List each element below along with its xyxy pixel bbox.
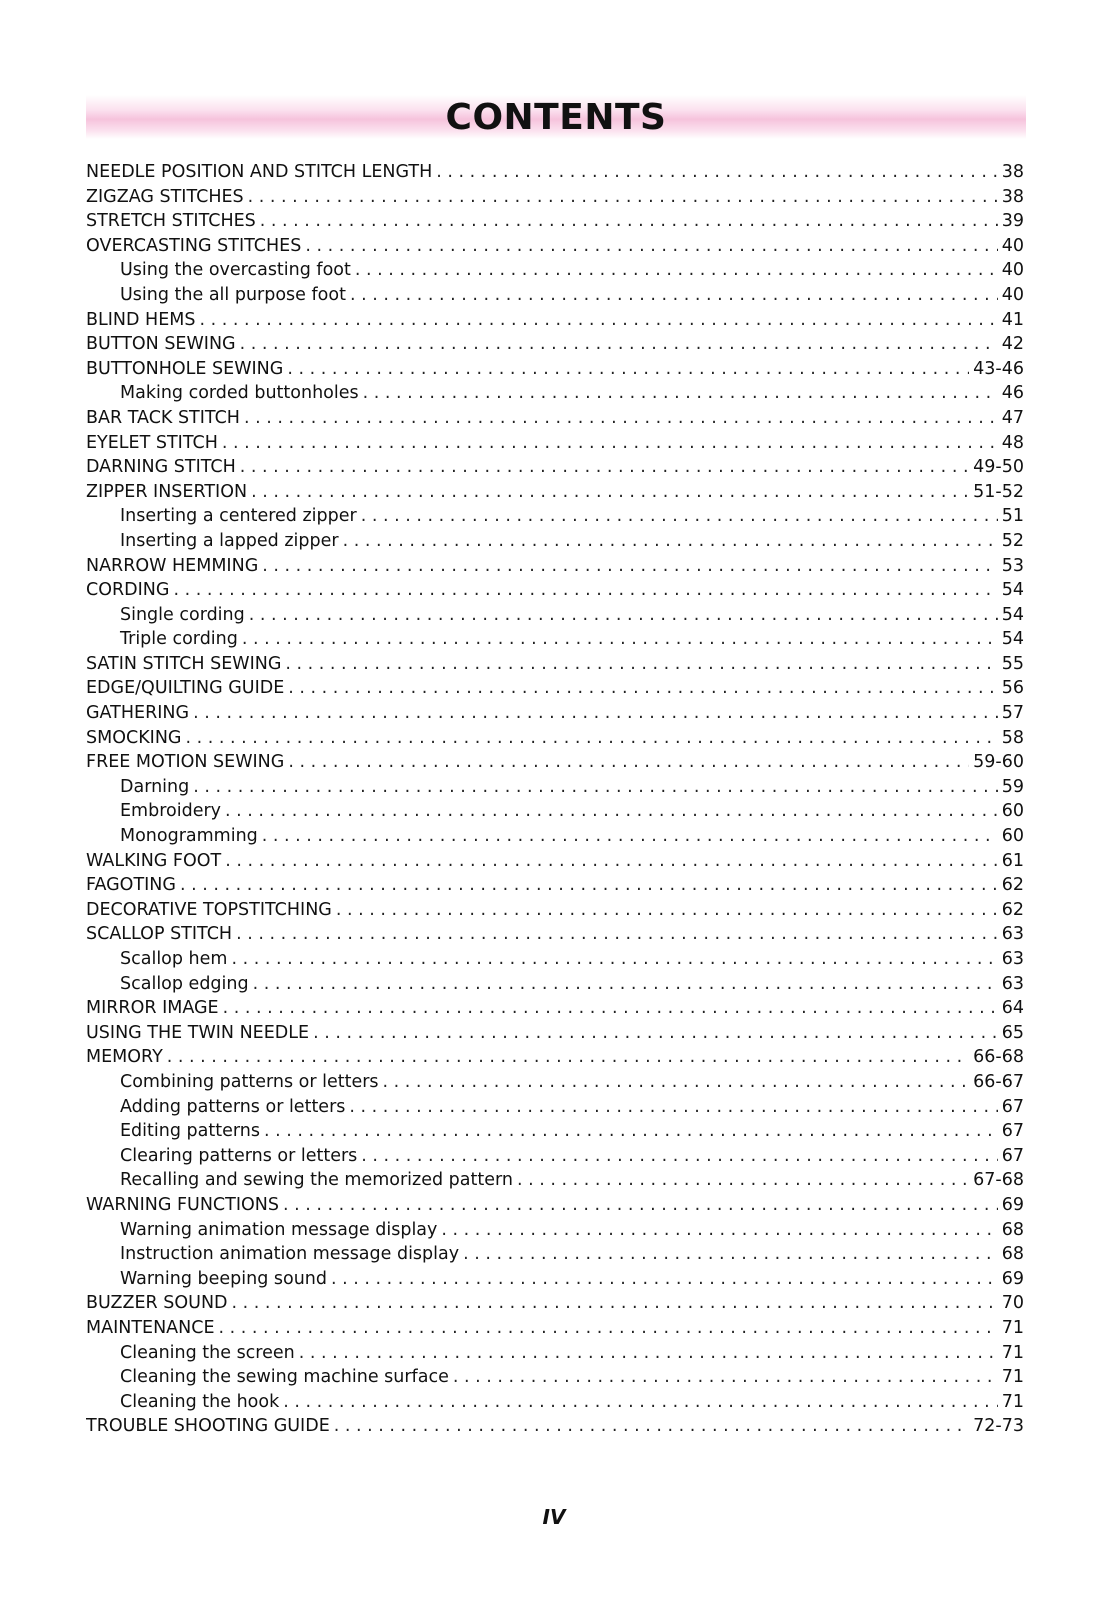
toc-entry-title: NARROW HEMMING xyxy=(86,555,259,576)
toc-page-number: 62 xyxy=(1001,899,1024,920)
toc-page-number: 71 xyxy=(1001,1391,1024,1412)
toc-entry-title: BUTTONHOLE SEWING xyxy=(86,358,284,379)
dot-leader xyxy=(199,308,997,333)
toc-page-number: 60 xyxy=(1001,801,1024,822)
toc-entry-title: Cleaning the hook xyxy=(120,1391,280,1412)
toc-entry xyxy=(86,726,1024,751)
toc-subentry xyxy=(86,1119,1024,1144)
toc-page-number: 61 xyxy=(1001,850,1024,871)
toc-page-number: 59-60 xyxy=(973,752,1024,773)
toc-page-number: 52 xyxy=(1001,530,1024,551)
toc-entry xyxy=(86,357,1024,382)
toc-subentry xyxy=(86,529,1024,554)
toc-page-number: 54 xyxy=(1001,629,1024,650)
toc-subentry xyxy=(86,775,1024,800)
dot-leader xyxy=(253,972,998,997)
toc-subentry xyxy=(86,381,1024,406)
toc-entry xyxy=(86,431,1024,456)
toc-page-number: 41 xyxy=(1001,309,1024,330)
toc-entry-title: BUTTON SEWING xyxy=(86,334,236,355)
toc-entry-title: Inserting a lapped zipper xyxy=(120,530,339,551)
toc-subentry xyxy=(86,1390,1024,1415)
toc-page-number: 68 xyxy=(1001,1219,1024,1240)
toc-subentry xyxy=(86,627,1024,652)
toc-page-number: 40 xyxy=(1001,235,1024,256)
toc-page-number: 67-68 xyxy=(973,1170,1024,1191)
toc-entry-title: MIRROR IMAGE xyxy=(86,998,219,1019)
dot-leader xyxy=(288,750,969,775)
toc-entry-title: CORDING xyxy=(86,580,170,601)
toc-entry-title: Scallop edging xyxy=(120,973,249,994)
toc-entry-title: Cleaning the screen xyxy=(120,1342,295,1363)
toc-subentry xyxy=(86,947,1024,972)
toc-entry-title: MAINTENANCE xyxy=(86,1317,215,1338)
dot-leader xyxy=(334,1414,969,1439)
dot-leader xyxy=(223,996,998,1021)
dot-leader xyxy=(193,775,997,800)
toc-subentry xyxy=(86,283,1024,308)
toc-entry-title: USING THE TWIN NEEDLE xyxy=(86,1022,310,1043)
toc-subentry xyxy=(86,504,1024,529)
toc-entry-title: Warning animation message display xyxy=(120,1219,438,1240)
toc-entry-title: Instruction animation message display xyxy=(120,1244,460,1265)
toc-subentry xyxy=(86,1070,1024,1095)
dot-leader xyxy=(249,603,998,628)
toc-page-number: 60 xyxy=(1001,826,1024,847)
dot-leader xyxy=(299,1341,998,1366)
contents-header-band xyxy=(86,95,1026,139)
page-title: CONTENTS xyxy=(445,96,667,138)
dot-leader xyxy=(240,455,969,480)
toc-subentry xyxy=(86,1365,1024,1390)
toc-subentry xyxy=(86,1267,1024,1292)
toc-entry-title: Clearing patterns or letters xyxy=(120,1145,358,1166)
toc-page-number: 40 xyxy=(1001,260,1024,281)
toc-subentry xyxy=(86,1144,1024,1169)
dot-leader xyxy=(264,1119,998,1144)
toc-page-number: 38 xyxy=(1001,186,1024,207)
toc-entry-title: MEMORY xyxy=(86,1047,163,1068)
toc-entry-title: WALKING FOOT xyxy=(86,850,222,871)
toc-entry xyxy=(86,455,1024,480)
toc-page-number: 63 xyxy=(1001,924,1024,945)
toc-entry xyxy=(86,922,1024,947)
toc-entry xyxy=(86,898,1024,923)
toc-page-number: 72-73 xyxy=(973,1416,1024,1437)
dot-leader xyxy=(180,873,998,898)
toc-page-number: 40 xyxy=(1001,284,1024,305)
toc-entry xyxy=(86,308,1024,333)
dot-leader xyxy=(260,209,998,234)
toc-page-number: 66-67 xyxy=(973,1071,1024,1092)
toc-page-number: 70 xyxy=(1001,1293,1024,1314)
toc-entry-title: Monogramming xyxy=(120,826,258,847)
dot-leader xyxy=(350,283,998,308)
dot-leader xyxy=(231,947,997,972)
toc-entry-title: OVERCASTING STITCHES xyxy=(86,235,302,256)
toc-page-number: 63 xyxy=(1001,949,1024,969)
dot-leader xyxy=(283,1390,998,1415)
dot-leader xyxy=(262,554,997,579)
toc-entry-title: Making corded buttonholes xyxy=(120,383,359,404)
dot-leader xyxy=(283,1193,998,1218)
toc-page-number: 63 xyxy=(1001,973,1024,994)
toc-entry-title: STRETCH STITCHES xyxy=(86,211,256,232)
toc-subentry xyxy=(86,972,1024,997)
toc-entry-title: EYELET STITCH xyxy=(86,432,218,453)
toc-entry-title: DECORATIVE TOPSTITCHING xyxy=(86,899,332,920)
toc-entry xyxy=(86,406,1024,431)
dot-leader xyxy=(441,1218,997,1243)
toc-entry xyxy=(86,480,1024,505)
toc-page-number: 71 xyxy=(1001,1342,1024,1363)
toc-entry-title: SATIN STITCH SEWING xyxy=(86,653,282,674)
dot-leader xyxy=(262,824,998,849)
dot-leader xyxy=(463,1242,998,1267)
toc-page-number: 39 xyxy=(1001,211,1024,232)
toc-entry-title: Recalling and sewing the memorized pattern xyxy=(120,1170,513,1191)
dot-leader xyxy=(248,185,998,210)
toc-entry-title: Inserting a centered zipper xyxy=(120,506,357,527)
toc-entry-title: FAGOTING xyxy=(86,875,176,896)
dot-leader xyxy=(331,1267,998,1292)
toc-entry-title: EDGE/QUILTING GUIDE xyxy=(86,678,285,699)
dot-leader xyxy=(288,676,997,701)
toc-entry-title: WARNING FUNCTIONS xyxy=(86,1194,279,1215)
toc-entry xyxy=(86,1021,1024,1046)
toc-page-number: 71 xyxy=(1001,1317,1024,1338)
toc-subentry xyxy=(86,603,1024,628)
toc-entry xyxy=(86,185,1024,210)
dot-leader xyxy=(287,357,969,382)
toc-entry xyxy=(86,701,1024,726)
toc-subentry xyxy=(86,1218,1024,1243)
dot-leader xyxy=(363,381,998,406)
dot-leader xyxy=(240,332,998,357)
dot-leader xyxy=(355,258,998,283)
dot-leader xyxy=(236,922,998,947)
toc-subentry xyxy=(86,1341,1024,1366)
toc-page-number: 57 xyxy=(1001,703,1024,724)
toc-entry xyxy=(86,1316,1024,1341)
toc-subentry xyxy=(86,1095,1024,1120)
toc-entry-title: TROUBLE SHOOTING GUIDE xyxy=(86,1416,330,1437)
toc-page-number: 58 xyxy=(1001,727,1024,748)
toc-entry-title: DARNING STITCH xyxy=(86,457,236,478)
dot-leader xyxy=(251,480,969,505)
toc-entry xyxy=(86,209,1024,234)
toc-subentry xyxy=(86,824,1024,849)
toc-page-number: 67 xyxy=(1001,1096,1024,1117)
toc-entry-title: FREE MOTION SEWING xyxy=(86,752,285,773)
toc-page-number: 38 xyxy=(1001,162,1024,182)
toc-page-number: 71 xyxy=(1001,1367,1024,1388)
toc-entry-title: Triple cording xyxy=(120,629,238,650)
toc-page-number: 68 xyxy=(1001,1244,1024,1265)
dot-leader xyxy=(349,1095,997,1120)
toc-entry xyxy=(86,234,1024,259)
dot-leader xyxy=(244,406,998,431)
toc-entry-title: Warning beeping sound xyxy=(120,1268,328,1289)
dot-leader xyxy=(186,726,998,751)
toc-entry xyxy=(86,652,1024,677)
dot-leader xyxy=(242,627,998,652)
toc-page-number: 54 xyxy=(1001,580,1024,601)
toc-page-number: 46 xyxy=(1001,383,1024,404)
toc-entry-title: Combining patterns or letters xyxy=(120,1071,379,1092)
toc-entry-title: BAR TACK STITCH xyxy=(86,407,240,428)
toc-page-number: 47 xyxy=(1001,407,1024,428)
toc-entry-title: Single cording xyxy=(120,604,245,625)
dot-leader xyxy=(232,1291,998,1316)
dot-leader xyxy=(225,799,998,824)
toc-page-number: 43-46 xyxy=(973,358,1024,379)
toc-page-number: 67 xyxy=(1001,1121,1024,1142)
dot-leader xyxy=(383,1070,970,1095)
toc-page-number: 55 xyxy=(1001,653,1024,674)
toc-page-number: 59 xyxy=(1001,776,1024,797)
toc-page-number: 64 xyxy=(1001,998,1024,1019)
toc-entry-title: NEEDLE POSITION AND STITCH LENGTH xyxy=(86,162,433,182)
toc-page-number: 54 xyxy=(1001,604,1024,625)
dot-leader xyxy=(219,1316,998,1341)
dot-leader xyxy=(305,234,997,259)
toc-subentry xyxy=(86,1242,1024,1267)
toc-entry xyxy=(86,1414,1024,1439)
toc-entry xyxy=(86,160,1024,185)
dot-leader xyxy=(222,431,998,456)
toc-entry-title: Embroidery xyxy=(120,801,222,822)
toc-entry-title: BLIND HEMS xyxy=(86,309,196,330)
dot-leader xyxy=(225,849,997,874)
toc-entry-title: Editing patterns xyxy=(120,1121,260,1142)
toc-page-number: 51-52 xyxy=(973,481,1024,502)
toc-subentry xyxy=(86,1168,1024,1193)
toc-entry xyxy=(86,578,1024,603)
toc-entry-title: BUZZER SOUND xyxy=(86,1293,228,1314)
toc-entry-title: ZIPPER INSERTION xyxy=(86,481,248,502)
toc-page-number: 42 xyxy=(1001,334,1024,355)
table-of-contents xyxy=(86,160,1024,1439)
toc-subentry xyxy=(86,799,1024,824)
dot-leader xyxy=(285,652,997,677)
dot-leader xyxy=(361,1144,997,1169)
dot-leader xyxy=(343,529,998,554)
toc-page-number: 69 xyxy=(1001,1194,1024,1215)
toc-entry-title: Scallop hem xyxy=(120,949,228,969)
toc-entry-title: Using the overcasting foot xyxy=(120,260,351,281)
toc-page-number: 53 xyxy=(1001,555,1024,576)
toc-entry xyxy=(86,332,1024,357)
toc-entry-title: SCALLOP STITCH xyxy=(86,924,233,945)
toc-entry xyxy=(86,1045,1024,1070)
toc-page-number: 69 xyxy=(1001,1268,1024,1289)
toc-entry xyxy=(86,873,1024,898)
toc-entry xyxy=(86,676,1024,701)
toc-entry xyxy=(86,1291,1024,1316)
toc-entry-title: Adding patterns or letters xyxy=(120,1096,346,1117)
dot-leader xyxy=(361,504,998,529)
dot-leader xyxy=(173,578,997,603)
toc-page-number: 62 xyxy=(1001,875,1024,896)
toc-page-number: 49-50 xyxy=(973,457,1024,478)
toc-entry xyxy=(86,1193,1024,1218)
dot-leader xyxy=(313,1021,998,1046)
dot-leader xyxy=(167,1045,969,1070)
toc-entry xyxy=(86,750,1024,775)
toc-entry xyxy=(86,554,1024,579)
dot-leader xyxy=(436,160,997,185)
toc-page-number: 65 xyxy=(1001,1022,1024,1043)
toc-entry-title: Cleaning the sewing machine surface xyxy=(120,1367,449,1388)
dot-leader xyxy=(453,1365,998,1390)
toc-subentry xyxy=(86,258,1024,283)
toc-entry-title: Darning xyxy=(120,776,190,797)
toc-entry xyxy=(86,849,1024,874)
dot-leader xyxy=(193,701,998,726)
toc-entry-title: ZIGZAG STITCHES xyxy=(86,186,244,207)
dot-leader xyxy=(336,898,998,923)
toc-entry-title: GATHERING xyxy=(86,703,190,724)
toc-entry xyxy=(86,996,1024,1021)
toc-page-number: 67 xyxy=(1001,1145,1024,1166)
dot-leader xyxy=(517,1168,969,1193)
toc-entry-title: Using the all purpose foot xyxy=(120,284,346,305)
toc-page-number: 48 xyxy=(1001,432,1024,453)
toc-entry-title: SMOCKING xyxy=(86,727,182,748)
toc-page-number: 51 xyxy=(1001,506,1024,527)
page-number: IV xyxy=(542,1505,566,1529)
toc-page-number: 66-68 xyxy=(973,1047,1024,1068)
toc-page-number: 56 xyxy=(1001,678,1024,699)
